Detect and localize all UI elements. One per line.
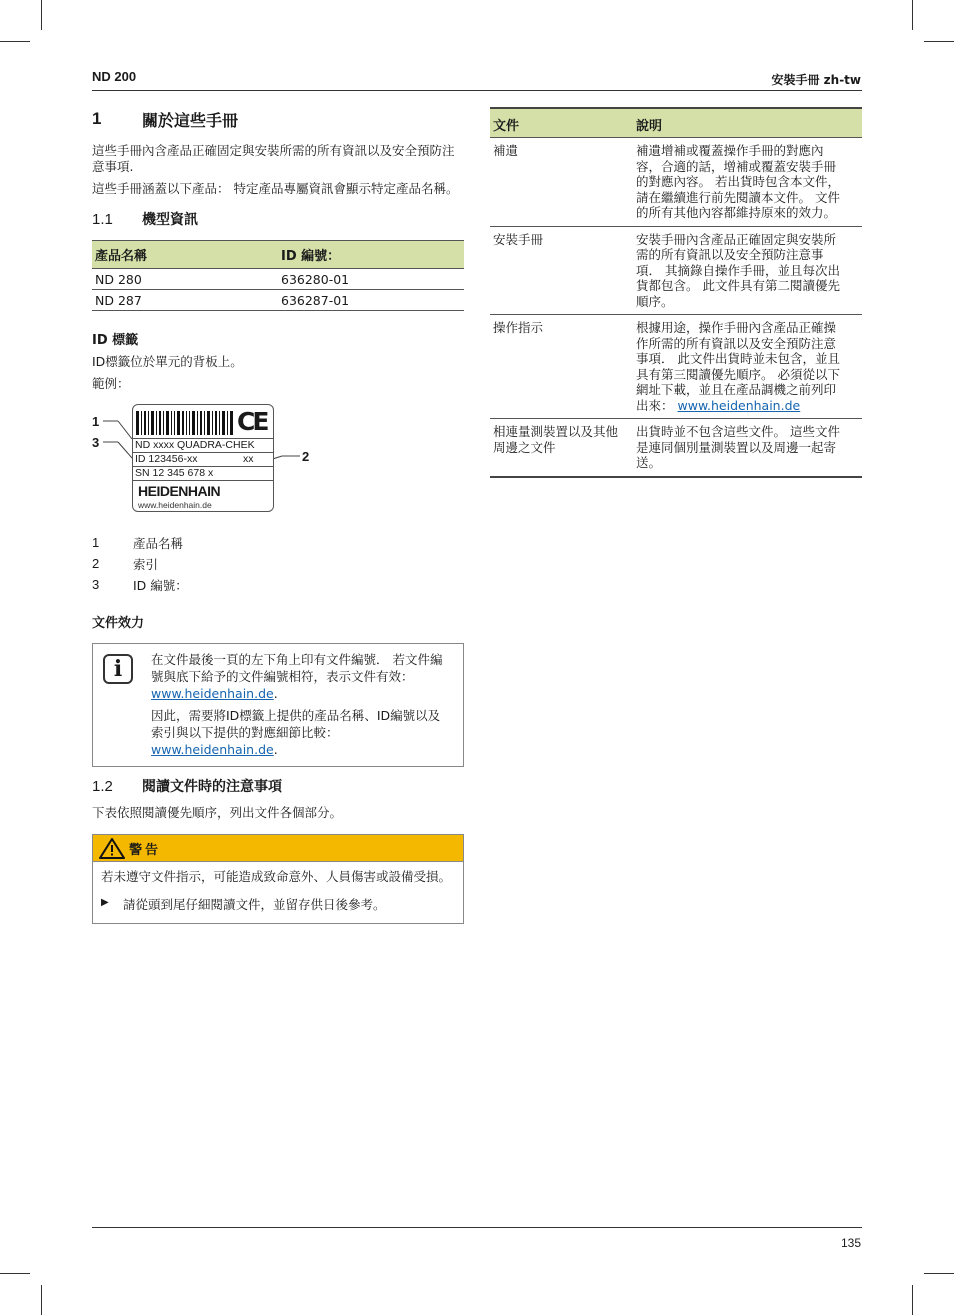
callout-2: 2 — [302, 449, 310, 464]
reading-order-intro: 下表依照閱讀優先順序，列出文件各個部分。 — [92, 805, 343, 820]
warning-bullet — [101, 895, 455, 913]
heidenhain-link[interactable]: www.heidenhain.de — [677, 397, 801, 413]
crop-mark — [0, 1273, 30, 1274]
section-number: 1.2 — [92, 777, 113, 795]
list-item — [92, 574, 464, 595]
table-row — [490, 315, 862, 419]
callout-3: 3 — [92, 435, 100, 450]
id-label-text: ID標籤位於單元的背板上。 — [92, 354, 243, 369]
section-1-1-heading — [92, 209, 464, 229]
callout-1: 1 — [92, 414, 100, 429]
crop-mark — [912, 1285, 913, 1315]
header-rule — [92, 90, 862, 91]
validity-heading: 文件效力 — [92, 616, 145, 631]
table-header-row — [92, 241, 464, 269]
section-number: 1.1 — [92, 210, 113, 228]
id-plate — [132, 404, 274, 512]
header-product-name: 產品名稱 — [92, 241, 278, 269]
plate-serial-line: SN 12 345 678 x — [135, 467, 214, 479]
ce-mark-icon: CE — [237, 407, 267, 436]
figure-legend — [92, 532, 464, 595]
left-column — [92, 108, 464, 924]
cell-id: 636280-01 — [278, 269, 464, 290]
footer-rule — [92, 1227, 862, 1228]
crop-mark — [41, 0, 42, 30]
table-row — [92, 269, 464, 290]
table-header-row — [490, 108, 862, 138]
heidenhain-link[interactable]: www.heidenhain.de — [151, 742, 274, 757]
plate-url: www.heidenhain.de — [138, 500, 212, 510]
warning-title: 警告 — [129, 842, 162, 858]
table-row — [92, 290, 464, 311]
table-row — [490, 138, 862, 227]
right-column — [490, 107, 862, 478]
cell-document: 補遺 — [490, 138, 633, 227]
validity-text: 因此，需要將ID標籤上提供的產品名稱、ID編號以及索引與以下提供的對應細節比較： — [151, 708, 441, 740]
id-label-heading: ID 標籤 — [92, 333, 139, 348]
crop-mark — [924, 1273, 954, 1274]
warning-text: 若未遵守文件指示，可能造成致命意外、人員傷害或設備受損。 — [101, 869, 452, 884]
cell-document: 相連量測裝置以及其他周邊之文件 — [490, 419, 633, 477]
warning-header — [93, 835, 463, 862]
cell-id: 636287-01 — [278, 290, 464, 311]
section-1-2-heading — [92, 776, 464, 796]
validity-text: 在文件最後一頁的左下角上印有文件編號． 若文件編號與底下給予的文件編號相符，表示文件有效： — [151, 652, 443, 684]
warning-triangle-icon — [99, 837, 125, 859]
validity-text-1: 在文件最後一頁的左下角上印有文件編號． 若文件編號與底下給予的文件編號相符，表示文件有效： www.heidenhain.de. — [151, 652, 443, 701]
crop-mark — [924, 41, 954, 42]
page-number: 135 — [840, 1236, 861, 1250]
id-label-figure — [92, 403, 464, 515]
legend-label: 索引 — [133, 556, 159, 572]
documents-table — [490, 107, 862, 478]
legend-label: ID 編號： — [133, 577, 188, 593]
info-box — [92, 643, 464, 767]
section-title: 關於這些手冊 — [142, 110, 239, 130]
plate-divider — [133, 480, 273, 481]
legend-number: 3 — [92, 577, 100, 592]
coverage-paragraph: 這些手冊涵蓋以下產品： 特定產品專屬資訊會顯示特定產品名稱。 — [92, 181, 459, 196]
heidenhain-logo: HEIDENHAIN — [138, 483, 221, 499]
list-item — [92, 553, 464, 574]
cell-document: 安裝手冊 — [490, 226, 633, 315]
header-product: ND 200 — [92, 69, 137, 84]
cell-description: 安裝手冊內含產品正確固定與安裝所需的所有資訊以及安全預防注意事項． 其摘錄自操作手冊，並且每次出貨都包含。 此文件具有第二閱讀優先順序。 — [633, 226, 862, 315]
cell-description: 出貨時並不包含這些文件。 這些文件是連同個別量測裝置以及周邊一起寄送。 — [633, 419, 862, 477]
section-title: 閱讀文件時的注意事項 — [142, 779, 282, 795]
cell-description: 補遺增補或覆蓋操作手冊的對應內容，合適的話，增補或覆蓋安裝手冊的對應內容。 若出貨時包含本文件，請在繼續進行前先閱讀本文件。 文件的所有其他內容都維持原來的效力。 — [633, 138, 862, 227]
table-row — [490, 226, 862, 315]
legend-label: 產品名稱 — [133, 535, 184, 551]
section-1-heading — [92, 108, 464, 130]
legend-number: 1 — [92, 535, 100, 550]
header-description: 說明 — [633, 108, 862, 138]
header-document: 文件 — [490, 108, 633, 138]
cell-product: ND 280 — [92, 269, 278, 290]
list-item — [92, 532, 464, 553]
warning-box — [92, 834, 464, 924]
table-row — [490, 419, 862, 477]
intro-paragraph: 這些手冊內含產品正確固定與安裝所需的所有資訊以及安全預防注意事項. — [92, 143, 455, 174]
cell-product: ND 287 — [92, 290, 278, 311]
plate-model-line: ND xxxx QUADRA-CHEK — [135, 439, 255, 451]
legend-number: 2 — [92, 556, 100, 571]
heidenhain-link[interactable]: www.heidenhain.de — [151, 686, 274, 701]
warning-bullet-text: 請從頭到尾仔細閱讀文件，並留存供日後參考。 — [123, 897, 386, 912]
info-icon: i — [103, 654, 133, 684]
example-label: 範例： — [92, 376, 130, 391]
section-title: 機型資訊 — [142, 212, 198, 228]
validity-text-2: 因此，需要將ID標籤上提供的產品名稱、ID編號以及索引與以下提供的對應細節比較： www.heidenhain.de. — [151, 708, 441, 757]
bullet-arrow-icon: ▶ — [101, 897, 109, 908]
plate-index: xx — [243, 453, 254, 465]
cell-description — [633, 315, 862, 419]
cell-document: 操作指示 — [490, 315, 633, 419]
warning-body — [93, 862, 463, 923]
barcode-icon — [136, 411, 236, 435]
model-table — [92, 240, 464, 311]
crop-mark — [41, 1285, 42, 1315]
header-manual-title: 安裝手冊 zh-tw — [771, 73, 861, 87]
header-id-number: ID 編號： — [278, 241, 464, 269]
section-number: 1 — [92, 109, 102, 128]
plate-id-line: ID 123456-xx — [135, 453, 198, 465]
description-text: 根據用途，操作手冊內含產品正確操作所需的所有資訊以及安全預防注意事項． 此文件出貨時並未包含，並且具有第三閱讀優先順序。 必須從以下網址下載，並且在產品調機之前列印出來： — [636, 320, 840, 413]
crop-mark — [0, 41, 30, 42]
crop-mark — [912, 0, 913, 30]
